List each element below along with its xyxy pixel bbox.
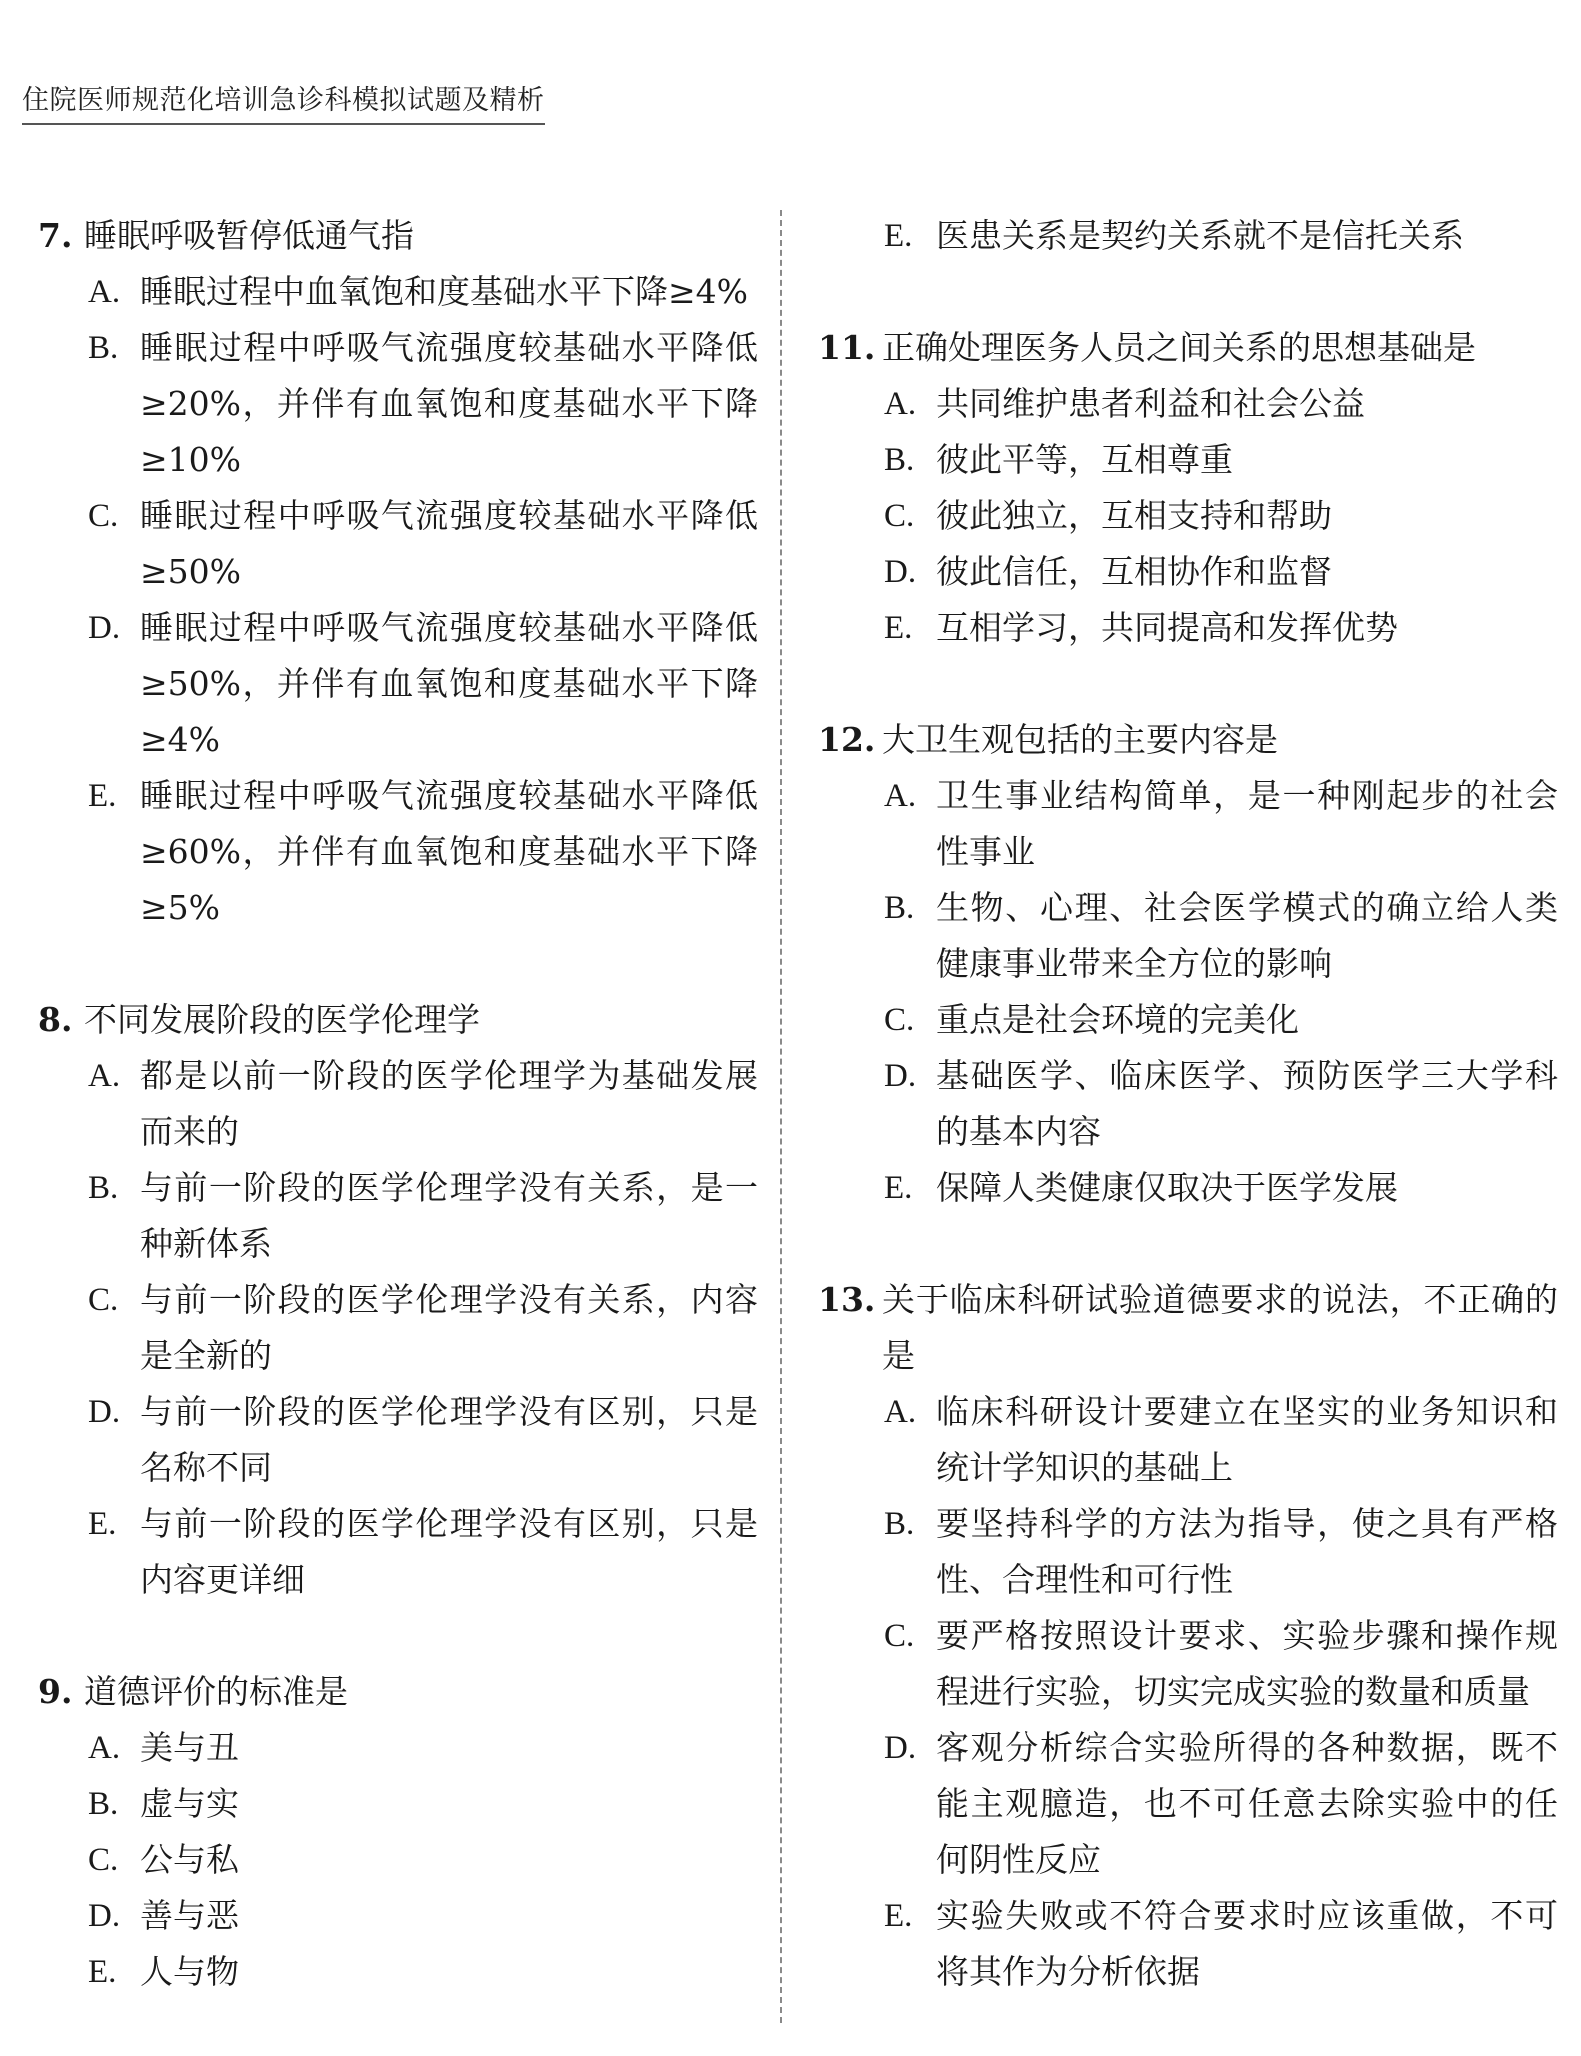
option-text: 睡眠过程中呼吸气流强度较基础水平降低≥50% [140, 496, 758, 591]
option-letter: E. [884, 218, 913, 254]
question-text: 正确处理医务人员之间关系的思想基础是 [882, 328, 1476, 367]
question-11 [818, 320, 1558, 656]
option-text: 与前一阶段的医学伦理学没有区别，只是名称不同 [140, 1392, 758, 1487]
option-text: 医患关系是契约关系就不是信托关系 [936, 216, 1464, 255]
question-8 [38, 992, 758, 1608]
option-text: 都是以前一阶段的医学伦理学为基础发展而来的 [140, 1056, 758, 1151]
option-text: 彼此平等，互相尊重 [936, 440, 1233, 479]
right-column [818, 208, 1558, 2056]
option-text: 睡眠过程中呼吸气流强度较基础水平降低≥50%，并伴有血氧饱和度基础水平下降≥4% [140, 608, 758, 759]
option-b [88, 1160, 758, 1272]
option-letter: D. [88, 1898, 121, 1934]
option-text: 客观分析综合实验所得的各种数据，既不能主观臆造，也不可任意去除实验中的任何阴性反应 [936, 1728, 1558, 1879]
option-b [88, 1776, 758, 1832]
option-letter: C. [884, 1002, 915, 1038]
option-d [884, 1720, 1558, 1888]
question-stem [818, 320, 1558, 376]
question-text: 大卫生观包括的主要内容是 [882, 720, 1278, 759]
option-b [88, 320, 758, 488]
question-text: 睡眠呼吸暂停低通气指 [84, 216, 414, 255]
question-stem [38, 208, 758, 264]
option-letter: E. [88, 1954, 117, 1990]
option-c [884, 488, 1558, 544]
option-e [88, 768, 758, 936]
option-letter: C. [88, 1842, 119, 1878]
option-letter: D. [884, 1058, 917, 1094]
option-letter: A. [884, 778, 917, 814]
option-text: 实验失败或不符合要求时应该重做，不可将其作为分析依据 [936, 1896, 1558, 1991]
option-text: 美与丑 [140, 1728, 239, 1767]
column-divider [780, 210, 782, 2023]
option-d [884, 544, 1558, 600]
option-letter: E. [88, 778, 117, 814]
option-text: 与前一阶段的医学伦理学没有区别，只是内容更详细 [140, 1504, 758, 1599]
option-text: 共同维护患者利益和社会公益 [936, 384, 1365, 423]
option-text: 互相学习，共同提高和发挥优势 [936, 608, 1398, 647]
option-letter: B. [884, 890, 915, 926]
option-text: 虚与实 [140, 1784, 239, 1823]
option-letter: B. [884, 442, 915, 478]
option-b [884, 1496, 1558, 1608]
option-text: 人与物 [140, 1952, 239, 1991]
option-b [884, 432, 1558, 488]
question-text: 不同发展阶段的医学伦理学 [84, 1000, 480, 1039]
option-text: 公与私 [140, 1840, 239, 1879]
question-12 [818, 712, 1558, 1216]
option-letter: D. [884, 554, 917, 590]
option-letter: A. [88, 274, 121, 310]
option-text: 保障人类健康仅取决于医学发展 [936, 1168, 1398, 1207]
question-number: 12. [818, 720, 876, 759]
question-stem [38, 1664, 758, 1720]
option-a [88, 1720, 758, 1776]
option-a [88, 264, 758, 320]
option-b [884, 880, 1558, 992]
option-text: 彼此信任，互相协作和监督 [936, 552, 1332, 591]
option-letter: A. [884, 386, 917, 422]
option-c [884, 1608, 1558, 1720]
option-text: 睡眠过程中血氧饱和度基础水平下降≥4% [140, 272, 749, 311]
option-text: 卫生事业结构简单，是一种刚起步的社会性事业 [936, 776, 1558, 871]
option-letter: C. [884, 1618, 915, 1654]
option-d [88, 1384, 758, 1496]
question-stem [818, 712, 1558, 768]
option-letter: A. [88, 1730, 121, 1766]
option-c [88, 1832, 758, 1888]
question-13 [818, 1272, 1558, 2000]
option-e [884, 1160, 1558, 1216]
option-c [88, 488, 758, 600]
option-letter: A. [88, 1058, 121, 1094]
option-text: 善与恶 [140, 1896, 239, 1935]
option-letter: C. [88, 1282, 119, 1318]
question-7 [38, 208, 758, 936]
option-d [88, 600, 758, 768]
option-c [884, 992, 1558, 1048]
option-c [88, 1272, 758, 1384]
option-a [884, 1384, 1558, 1496]
running-header: 住院医师规范化培训急诊科模拟试题及精析 [22, 78, 545, 125]
option-letter: C. [88, 498, 119, 534]
question-text: 关于临床科研试验道德要求的说法，不正确的是 [882, 1280, 1558, 1375]
option-letter: E. [884, 1170, 913, 1206]
question-number: 8. [38, 1000, 73, 1039]
option-letter: E. [88, 1506, 117, 1542]
question-text: 道德评价的标准是 [84, 1672, 348, 1711]
option-text: 生物、心理、社会医学模式的确立给人类健康事业带来全方位的影响 [936, 888, 1558, 983]
option-letter: A. [884, 1394, 917, 1430]
option-letter: B. [88, 330, 119, 366]
option-e [88, 1944, 758, 2000]
option-letter: D. [88, 610, 121, 646]
option-letter: D. [884, 1730, 917, 1766]
question-number: 13. [818, 1280, 876, 1319]
option-text: 重点是社会环境的完美化 [936, 1000, 1299, 1039]
option-e [884, 600, 1558, 656]
option-text: 与前一阶段的医学伦理学没有关系，内容是全新的 [140, 1280, 758, 1375]
option-text: 基础医学、临床医学、预防医学三大学科的基本内容 [936, 1056, 1558, 1151]
option-text: 与前一阶段的医学伦理学没有关系，是一种新体系 [140, 1168, 758, 1263]
left-column [38, 208, 758, 2056]
option-text: 要严格按照设计要求、实验步骤和操作规程进行实验，切实完成实验的数量和质量 [936, 1616, 1558, 1711]
option-letter: B. [88, 1170, 119, 1206]
option-text: 临床科研设计要建立在坚实的业务知识和统计学知识的基础上 [936, 1392, 1558, 1487]
question-10-option-e [884, 208, 1558, 264]
option-d [884, 1048, 1558, 1160]
option-letter: D. [88, 1394, 121, 1430]
option-letter: C. [884, 498, 915, 534]
question-9 [38, 1664, 758, 2000]
option-a [88, 1048, 758, 1160]
option-text: 彼此独立，互相支持和帮助 [936, 496, 1332, 535]
option-text: 睡眠过程中呼吸气流强度较基础水平降低≥20%，并伴有血氧饱和度基础水平下降≥10% [140, 328, 758, 479]
option-letter: B. [88, 1786, 119, 1822]
option-text: 睡眠过程中呼吸气流强度较基础水平降低≥60%，并伴有血氧饱和度基础水平下降≥5% [140, 776, 758, 927]
option-d [88, 1888, 758, 1944]
option-a [884, 376, 1558, 432]
question-number: 11. [818, 328, 876, 367]
question-stem [818, 1272, 1558, 1384]
question-number: 9. [38, 1672, 73, 1711]
option-e [884, 1888, 1558, 2000]
option-a [884, 768, 1558, 880]
option-text: 要坚持科学的方法为指导，使之具有严格性、合理性和可行性 [936, 1504, 1558, 1599]
option-e [88, 1496, 758, 1608]
option-letter: B. [884, 1506, 915, 1542]
question-stem [38, 992, 758, 1048]
option-letter: E. [884, 610, 913, 646]
option-letter: E. [884, 1898, 913, 1934]
question-number: 7. [38, 216, 73, 255]
